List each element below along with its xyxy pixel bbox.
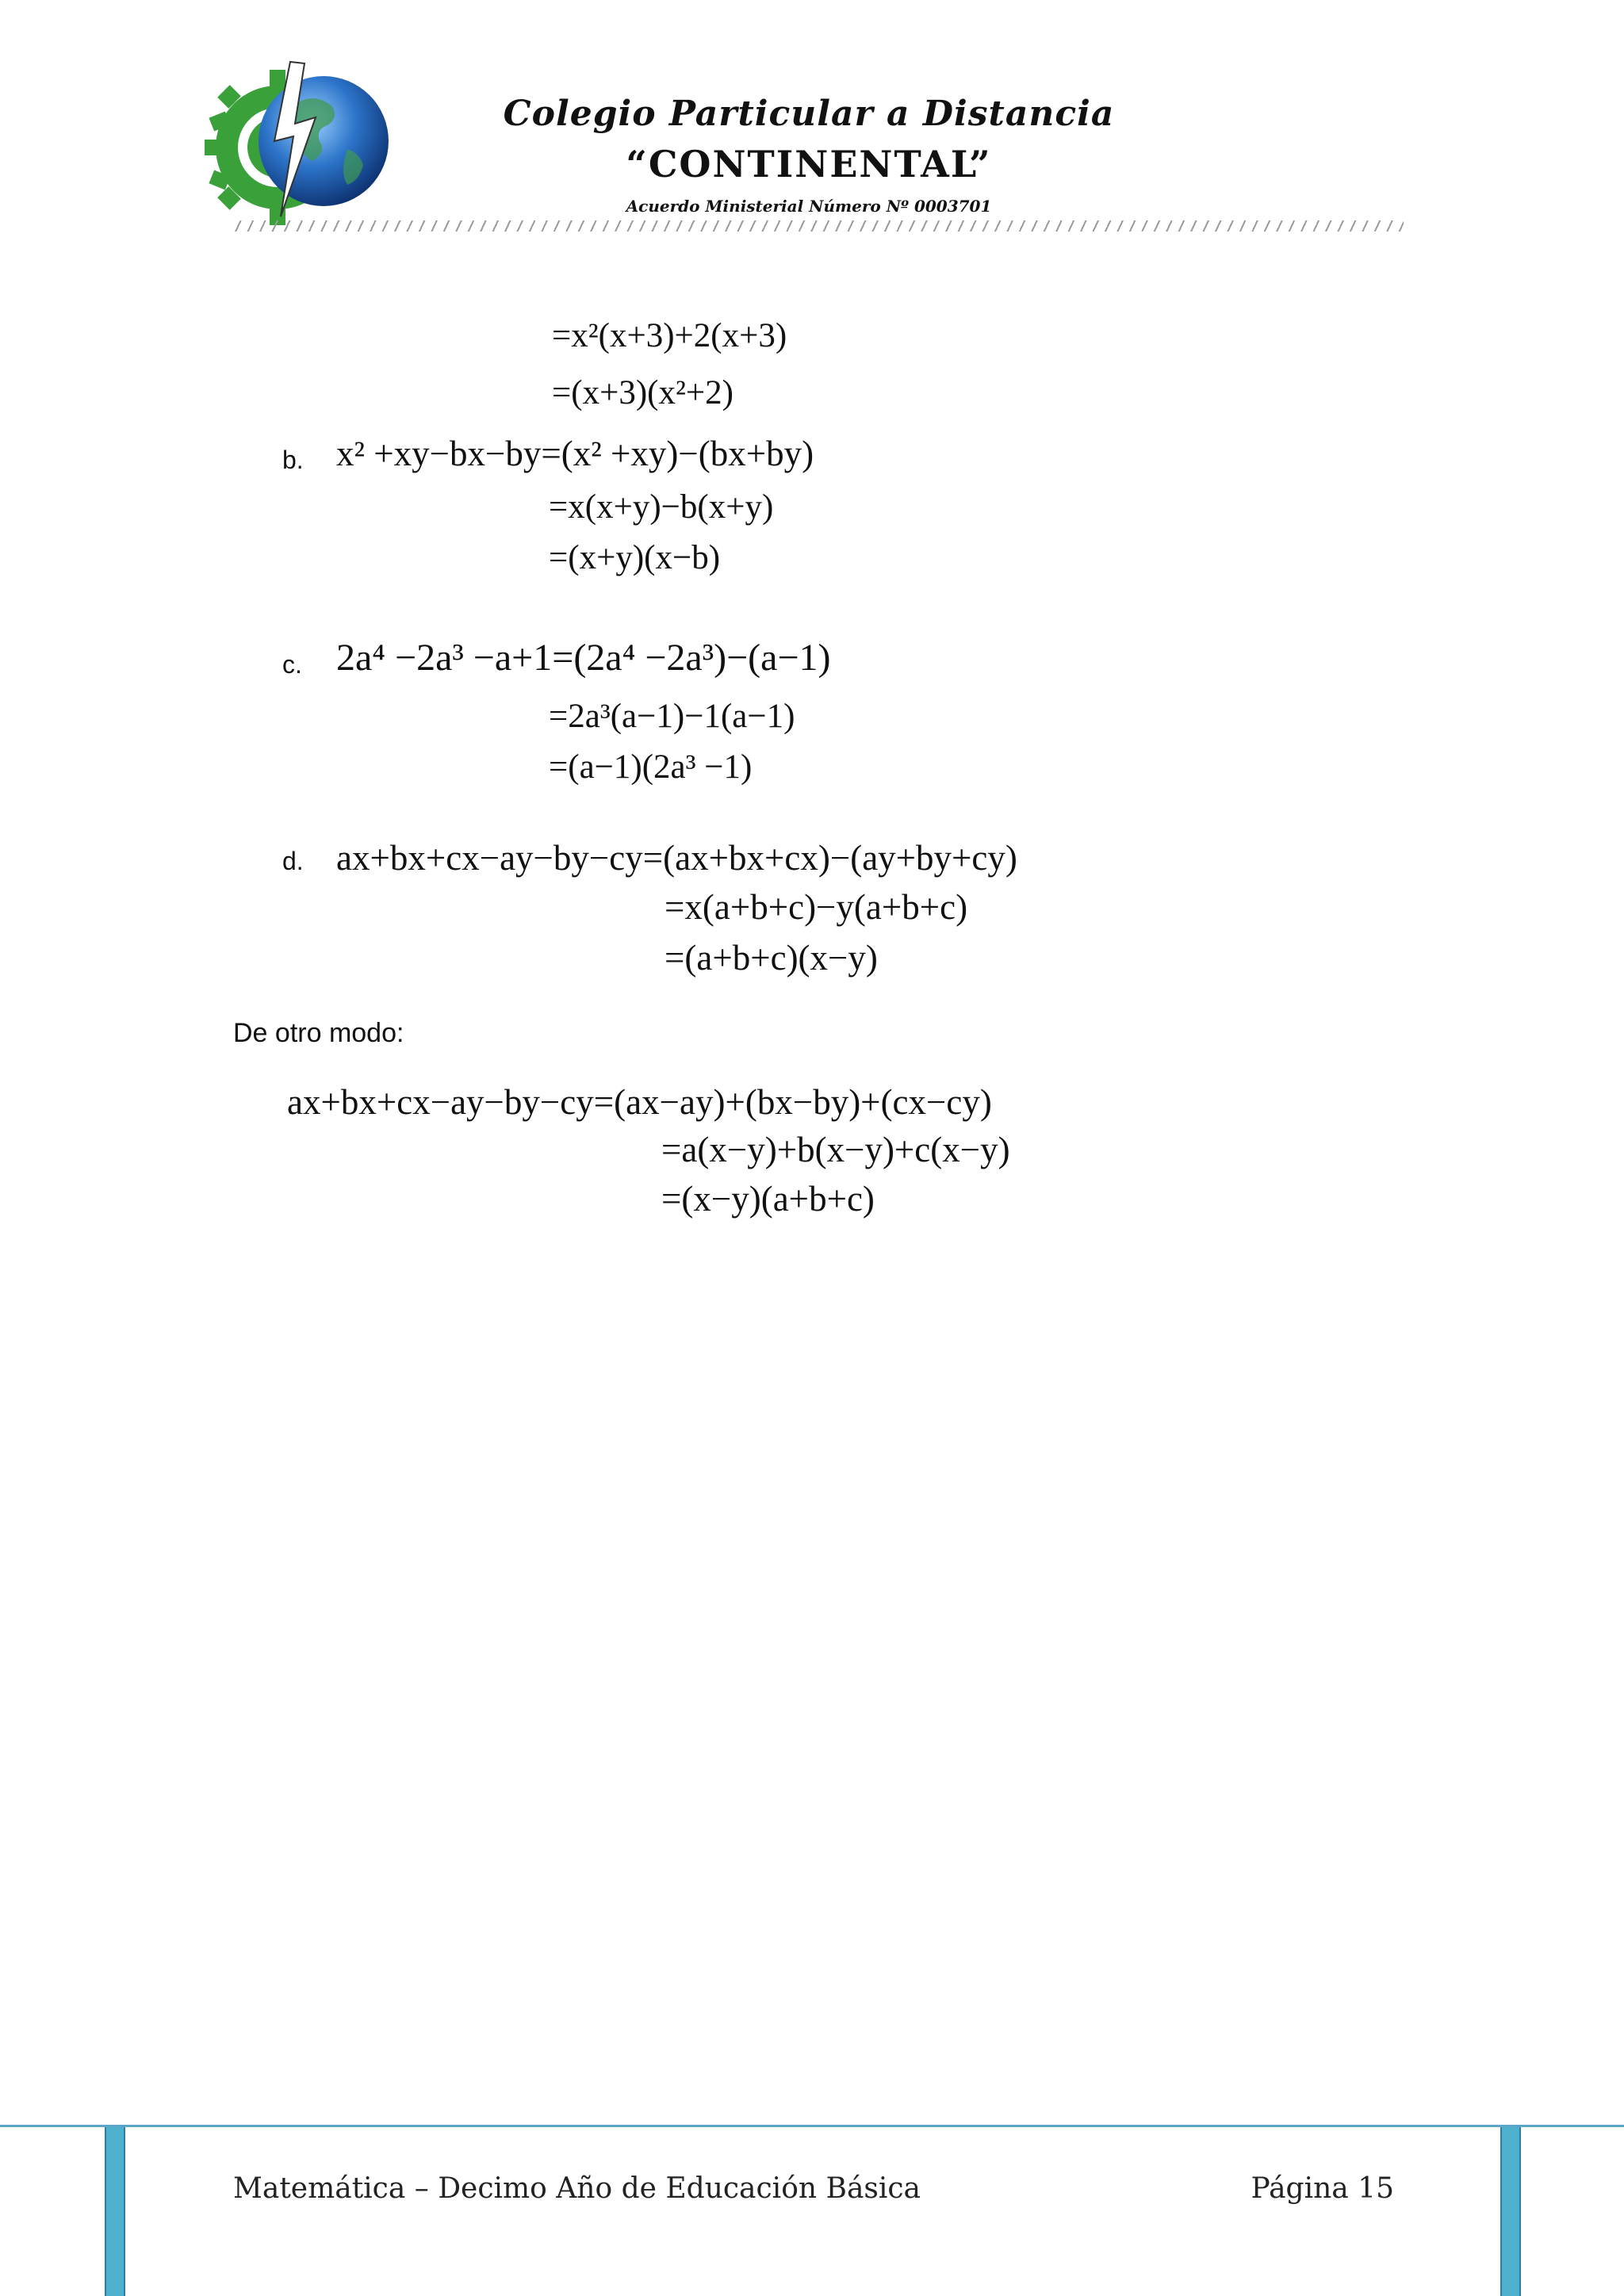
footer-divider (0, 2125, 1624, 2127)
alternate-note: De otro modo: (233, 1018, 404, 1048)
item-c-step-2: =(a−1)(2a³ −1) (549, 748, 753, 786)
item-b-equation: x² +xy−bx−by=(x² +xy)−(bx+by) (336, 434, 814, 473)
alternate-step-1: =a(x−y)+b(x−y)+c(x−y) (661, 1130, 1010, 1169)
item-d-step-2: =(a+b+c)(x−y) (665, 938, 878, 978)
footer-accent-right (1500, 2127, 1521, 2296)
item-d-equation: ax+bx+cx−ay−by−cy=(ax+bx+cx)−(ay+by+cy) (336, 838, 1017, 878)
item-a-step-1: =x²(x+3)+2(x+3) (552, 317, 787, 354)
item-c-label: c. (282, 650, 302, 679)
item-d-label: d. (282, 847, 304, 875)
footer-page-number: Página 15 (1251, 2172, 1394, 2205)
header-divider (235, 220, 1404, 232)
school-name: Colegio Particular a Distancia (503, 94, 1115, 134)
ministerial-agreement: Acuerdo Ministerial Número Nº 0003701 (626, 197, 992, 216)
footer-course-title: Matemática – Decimo Año de Educación Básica (233, 2172, 921, 2205)
item-c-equation: 2a⁴ −2a³ −a+1=(2a⁴ −2a³)−(a−1) (336, 637, 831, 679)
item-b-step-1: =x(x+y)−b(x+y) (549, 488, 774, 526)
alternate-equation: ax+bx+cx−ay−by−cy=(ax−ay)+(bx−by)+(cx−cy) (287, 1082, 992, 1122)
item-b-step-2: =(x+y)(x−b) (549, 539, 721, 576)
item-c-step-1: =2a³(a−1)−1(a−1) (549, 698, 795, 735)
footer-accent-left (105, 2127, 125, 2296)
item-a-step-2: =(x+3)(x²+2) (552, 374, 733, 411)
item-b-label: b. (282, 446, 304, 474)
item-d-step-1: =x(a+b+c)−y(a+b+c) (665, 887, 968, 927)
school-subtitle: “CONTINENTAL” (626, 143, 992, 186)
school-logo (205, 54, 395, 228)
globe-icon (259, 76, 389, 206)
alternate-step-2: =(x−y)(a+b+c) (661, 1179, 875, 1219)
